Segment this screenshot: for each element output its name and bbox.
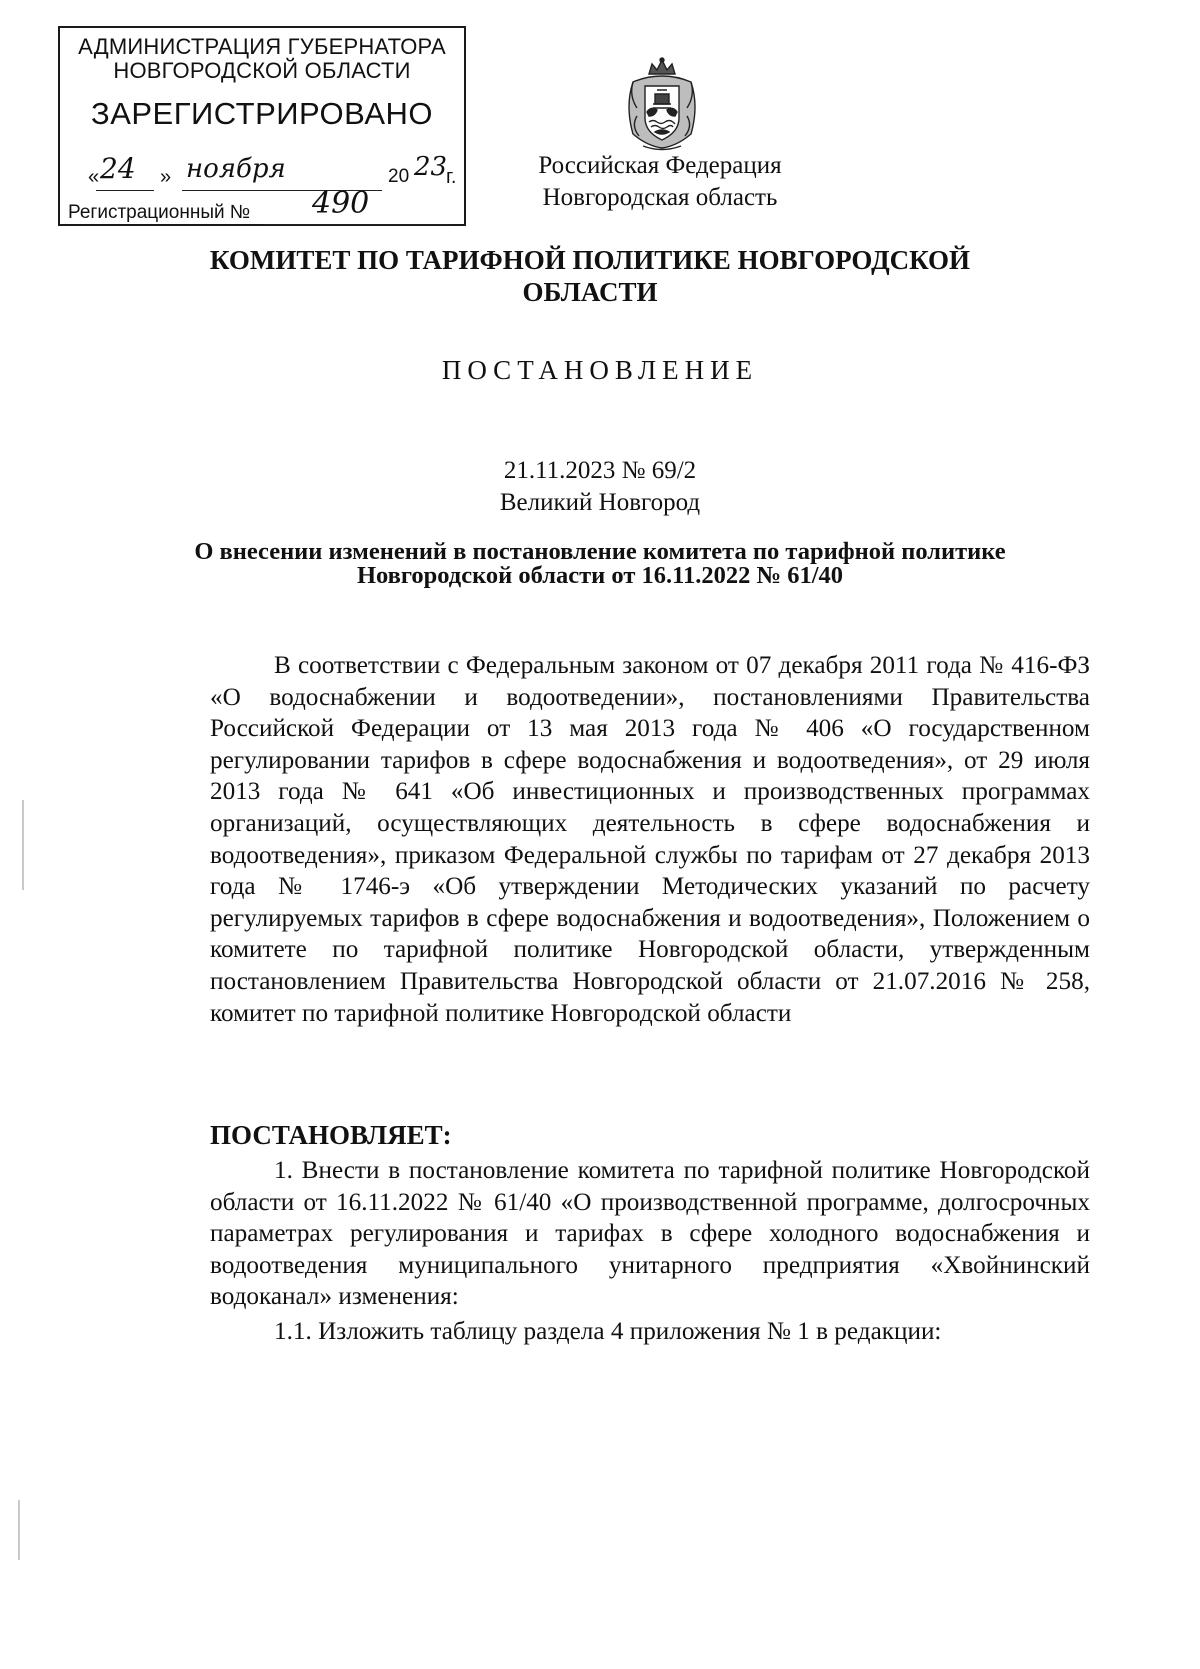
document-subject (100, 540, 1100, 588)
clause-1: 1. Внести в постановление комитета по тарифной политике Новгородской области от 16.11.2022 № 61/40 «О производственной программе, долгосрочных параметрах регулирования и тарифах в сфере холодного водоснабжения и водоотведения муниципального унитарного предприятия «Хвойнинский водоканал» изменения: (210, 1157, 1090, 1311)
novgorod-coat-of-arms-icon (619, 56, 705, 154)
stamp-date (86, 152, 456, 192)
stamp-authority-line1: АДМИНИСТРАЦИЯ ГУБЕРНАТОРА (78, 34, 446, 59)
subject-line2: Новгородской области от 16.11.2022 № 61/40 (356, 562, 844, 589)
stamp-reg-number-handwritten: 490 (312, 186, 370, 221)
registration-stamp (58, 26, 466, 226)
document-type: ПОСТАНОВЛЕНИЕ (441, 355, 759, 385)
clause-1-1: 1.1. Изложить таблицу раздела 4 приложения № 1 в редакции: (274, 1318, 942, 1345)
stamp-year-suffix-handwritten: 23 (414, 152, 448, 182)
stamp-day-handwritten: 24 (100, 152, 136, 185)
stamp-quote-close: » (160, 166, 172, 188)
resolves-heading: ПОСТАНОВЛЯЕТ: (210, 1120, 452, 1150)
document-city: Великий Новгород (499, 489, 701, 516)
stamp-reg-label: Регистрационный № (68, 202, 251, 223)
country-name: Российская Федерация (538, 152, 782, 179)
stamp-day-underline (96, 190, 154, 191)
subject-line1: О внесении изменений в постановление комитета по тарифной политике (194, 538, 1006, 565)
stamp-registration-number (68, 186, 464, 224)
region-name: Новгородская область (542, 184, 778, 211)
committee-title-line1: КОМИТЕТ ПО ТАРИФНОЙ ПОЛИТИКЕ НОВГОРОДСКОЙ (209, 245, 971, 275)
stamp-year-unit: г. (446, 166, 457, 188)
stamp-quote-open: « (88, 166, 100, 188)
stamp-month-handwritten: ноября (186, 154, 286, 184)
stamp-authority-line2: НОВГОРОДСКОЙ ОБЛАСТИ (113, 58, 411, 83)
document-date-number: 21.11.2023 № 69/2 (503, 457, 697, 484)
stamp-year-prefix: 20 (388, 166, 410, 187)
preamble-paragraph: В соответствии с Федеральным законом от 07 декабря 2011 года № 416-ФЗ «О водоснабжении и водоотведении», постановлениями Правительства Российской Федерации от 13 мая 2013 года № 406 «О государственном регулировании тарифов в сфере водоснабжения и водоотведения», от 29 июля 2013 года № 641 «Об инвестиционных и производственных программах организаций, осуществляющих деятельность в сфере водоснабжения и водоотведения», приказом Федеральной службы по тарифам от 27 декабря 2013 года № 1746-э «Об утверждении Методических указаний по расчету регулируемых тарифов в сфере водоснабжения и водоотведения», Положением о комитете по тарифной политике Новгородской области, утвержденным постановлением Правительства Новгородской области от 21.07.2016 № 258, комитет по тарифной политике Новгородской области (210, 652, 1090, 1027)
stamp-registered-label: ЗАРЕГИСТРИРОВАНО (90, 96, 433, 131)
committee-title (140, 244, 1040, 308)
stamp-reg-underline (264, 224, 450, 225)
scan-artifact (22, 800, 24, 890)
document-meta (400, 455, 800, 519)
committee-title-line2: ОБЛАСТИ (522, 277, 658, 307)
country-region-header (495, 150, 825, 214)
scan-artifact (18, 1500, 20, 1560)
